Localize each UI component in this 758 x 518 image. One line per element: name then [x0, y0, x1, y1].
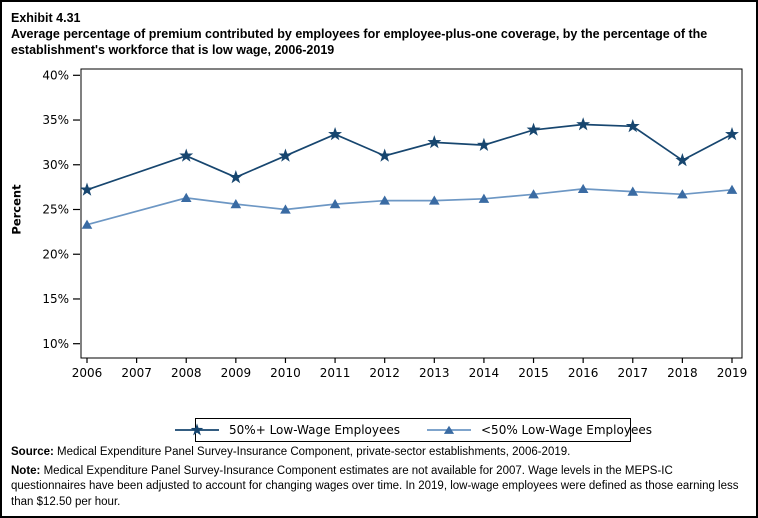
- plot-frame: [81, 69, 742, 358]
- source-line: [11, 445, 749, 461]
- svg-text:10%: 10%: [42, 336, 69, 351]
- data-point-star: [576, 117, 590, 130]
- svg-text:2012: 2012: [369, 366, 400, 380]
- data-point-triangle: [181, 193, 192, 202]
- legend-box: [195, 418, 652, 442]
- exhibit-number: Exhibit 4.31: [11, 11, 81, 25]
- svg-text:2018: 2018: [667, 366, 698, 380]
- star-line-marker-icon: [174, 423, 220, 437]
- data-point-star: [527, 123, 541, 136]
- y-axis: [42, 68, 80, 350]
- note-line: [11, 464, 749, 511]
- svg-text:2009: 2009: [220, 366, 252, 380]
- data-point-star: [179, 149, 193, 162]
- data-point-star: [279, 149, 293, 162]
- footnotes: [11, 445, 749, 513]
- svg-text:2014: 2014: [468, 366, 500, 380]
- data-point-star: [725, 127, 739, 140]
- svg-text:2011: 2011: [319, 366, 351, 380]
- svg-text:2007: 2007: [121, 366, 152, 380]
- svg-text:2006: 2006: [71, 366, 103, 380]
- data-point-star: [229, 170, 243, 183]
- svg-text:2017: 2017: [617, 366, 649, 380]
- data-point-star: [427, 135, 441, 148]
- svg-text:2010: 2010: [270, 366, 301, 380]
- svg-text:2008: 2008: [170, 366, 202, 380]
- svg-text:25%: 25%: [42, 202, 69, 217]
- source-label: Source:: [11, 446, 54, 458]
- svg-text:20%: 20%: [42, 247, 69, 262]
- svg-text:40%: 40%: [42, 68, 69, 83]
- data-point-star: [378, 149, 392, 162]
- svg-text:2013: 2013: [419, 366, 450, 380]
- source-text: Medical Expenditure Panel Survey-Insurance Component, private-sector establishments, 2006-2019.: [57, 446, 571, 458]
- chart-title: Average percentage of premium contributed by employees for employee-plus-one coverage, by the percentage of the establishment's workforce that is low wage, 2006-2019: [11, 27, 708, 57]
- svg-text:2019: 2019: [716, 366, 748, 380]
- series-under50-low-wage: [82, 184, 738, 229]
- note-text: Medical Expenditure Panel Survey-Insurance Component estimates are not available for 2007. Wage levels in the MEPS-IC questionnaires have been adjusted to account for changing wages over time. In 2019, low-wage employees were defined as those earning less than $12.50 per hour.: [11, 464, 739, 508]
- series-50plus-low-wage: [80, 117, 739, 196]
- svg-text:15%: 15%: [42, 292, 69, 307]
- svg-text:2015: 2015: [518, 366, 549, 380]
- triangle-line-marker-icon: [426, 423, 472, 437]
- legend-label-50plus: 50%+ Low-Wage Employees: [229, 423, 400, 437]
- x-axis: [72, 358, 748, 380]
- data-point-star: [328, 127, 342, 140]
- data-point-star: [80, 183, 94, 196]
- legend-item-under50-low-wage: [426, 423, 652, 437]
- svg-text:30%: 30%: [42, 157, 69, 172]
- legend-item-50plus-low-wage: [174, 423, 400, 437]
- data-point-star: [675, 153, 689, 166]
- data-point-star: [477, 138, 491, 151]
- note-label: Note:: [11, 464, 41, 477]
- y-axis-label: Percent: [9, 184, 24, 235]
- svg-text:35%: 35%: [42, 113, 69, 128]
- legend-label-under50: <50% Low-Wage Employees: [481, 423, 652, 437]
- svg-text:2016: 2016: [567, 366, 599, 380]
